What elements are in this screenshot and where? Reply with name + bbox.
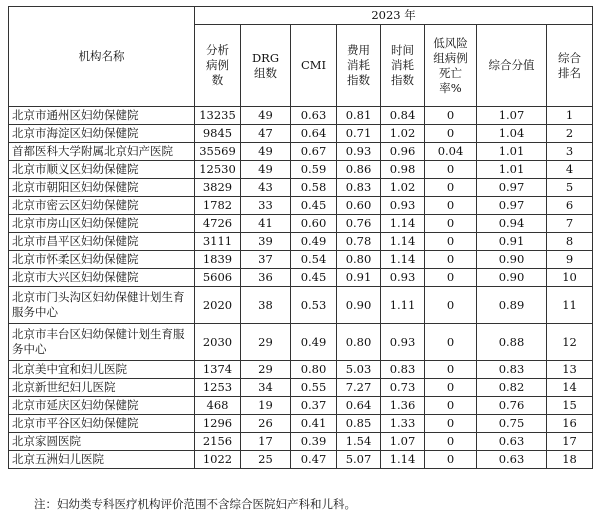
cell-time: 0.93 xyxy=(381,324,425,361)
header-name: 机构名称 xyxy=(9,7,195,107)
cell-name: 北京五洲妇儿医院 xyxy=(9,451,195,469)
cell-cmi: 0.49 xyxy=(291,233,337,251)
cell-time: 1.14 xyxy=(381,251,425,269)
table-row xyxy=(9,451,593,469)
cell-cost: 0.76 xyxy=(337,215,381,233)
cell-drg: 36 xyxy=(241,269,291,287)
cell-lowrisk: 0 xyxy=(425,361,477,379)
cell-score: 0.82 xyxy=(477,379,547,397)
cell-time: 1.33 xyxy=(381,415,425,433)
cell-drg: 26 xyxy=(241,415,291,433)
cell-rank: 6 xyxy=(547,197,593,215)
table-row xyxy=(9,397,593,415)
cell-lowrisk: 0 xyxy=(425,451,477,469)
cell-lowrisk: 0 xyxy=(425,125,477,143)
cell-drg: 49 xyxy=(241,161,291,179)
cell-time: 0.98 xyxy=(381,161,425,179)
cell-drg: 17 xyxy=(241,433,291,451)
cell-rank: 11 xyxy=(547,287,593,324)
table-row xyxy=(9,161,593,179)
cell-drg: 33 xyxy=(241,197,291,215)
table-row xyxy=(9,433,593,451)
cell-cmi: 0.45 xyxy=(291,269,337,287)
cell-cases: 9845 xyxy=(195,125,241,143)
cell-rank: 10 xyxy=(547,269,593,287)
cell-time: 1.14 xyxy=(381,451,425,469)
table-note: 注：妇幼类专科医疗机构评价范围不含综合医院妇产科和儿科。 xyxy=(34,497,356,511)
cell-lowrisk: 0 xyxy=(425,251,477,269)
cell-cost: 0.86 xyxy=(337,161,381,179)
cell-score: 0.89 xyxy=(477,287,547,324)
cell-drg: 39 xyxy=(241,233,291,251)
cell-lowrisk: 0 xyxy=(425,161,477,179)
cell-time: 1.14 xyxy=(381,233,425,251)
cell-lowrisk: 0.04 xyxy=(425,143,477,161)
cell-cost: 0.83 xyxy=(337,179,381,197)
cell-name: 北京市平谷区妇幼保健院 xyxy=(9,415,195,433)
cell-rank: 3 xyxy=(547,143,593,161)
header-cmi: CMI xyxy=(291,25,337,107)
cell-rank: 5 xyxy=(547,179,593,197)
header-score: 综合分值 xyxy=(477,25,547,107)
cell-rank: 1 xyxy=(547,107,593,125)
cell-lowrisk: 0 xyxy=(425,215,477,233)
cell-cases: 1374 xyxy=(195,361,241,379)
cell-name: 北京新世纪妇儿医院 xyxy=(9,379,195,397)
cell-score: 0.91 xyxy=(477,233,547,251)
cell-cost: 0.93 xyxy=(337,143,381,161)
cell-time: 1.02 xyxy=(381,179,425,197)
cell-cmi: 0.45 xyxy=(291,197,337,215)
table-row xyxy=(9,324,593,361)
table-row xyxy=(9,269,593,287)
cell-score: 0.63 xyxy=(477,433,547,451)
cell-cost: 0.60 xyxy=(337,197,381,215)
cell-lowrisk: 0 xyxy=(425,197,477,215)
table-row xyxy=(9,361,593,379)
cell-cost: 0.90 xyxy=(337,287,381,324)
cell-drg: 19 xyxy=(241,397,291,415)
cell-score: 0.97 xyxy=(477,197,547,215)
cell-cost: 0.71 xyxy=(337,125,381,143)
table-row xyxy=(9,415,593,433)
cell-score: 1.07 xyxy=(477,107,547,125)
cell-time: 1.14 xyxy=(381,215,425,233)
cell-cmi: 0.47 xyxy=(291,451,337,469)
cell-cases: 2030 xyxy=(195,324,241,361)
cell-cost: 0.78 xyxy=(337,233,381,251)
cell-name: 北京市怀柔区妇幼保健院 xyxy=(9,251,195,269)
cell-name: 北京市丰台区妇幼保健计划生育服务中心 xyxy=(9,324,195,361)
cell-cases: 1253 xyxy=(195,379,241,397)
cell-time: 0.73 xyxy=(381,379,425,397)
cell-rank: 13 xyxy=(547,361,593,379)
cell-lowrisk: 0 xyxy=(425,107,477,125)
cell-time: 0.84 xyxy=(381,107,425,125)
cell-name: 北京市朝阳区妇幼保健院 xyxy=(9,179,195,197)
cell-cmi: 0.59 xyxy=(291,161,337,179)
table-row xyxy=(9,233,593,251)
table-row xyxy=(9,379,593,397)
cell-name: 北京市密云区妇幼保健院 xyxy=(9,197,195,215)
cell-score: 0.83 xyxy=(477,361,547,379)
header-time: 时间消耗指数 xyxy=(381,25,425,107)
cell-cmi: 0.80 xyxy=(291,361,337,379)
cell-score: 0.63 xyxy=(477,451,547,469)
cell-time: 1.36 xyxy=(381,397,425,415)
cell-name: 北京市大兴区妇幼保健院 xyxy=(9,269,195,287)
cell-drg: 49 xyxy=(241,143,291,161)
cell-drg: 38 xyxy=(241,287,291,324)
cell-name: 首都医科大学附属北京妇产医院 xyxy=(9,143,195,161)
cell-time: 1.11 xyxy=(381,287,425,324)
cell-drg: 43 xyxy=(241,179,291,197)
cell-cmi: 0.64 xyxy=(291,125,337,143)
cell-cases: 2156 xyxy=(195,433,241,451)
cell-rank: 7 xyxy=(547,215,593,233)
cell-rank: 16 xyxy=(547,415,593,433)
cell-cmi: 0.60 xyxy=(291,215,337,233)
header-drg: DRG 组数 xyxy=(241,25,291,107)
cell-name: 北京市海淀区妇幼保健院 xyxy=(9,125,195,143)
cell-lowrisk: 0 xyxy=(425,415,477,433)
header-rank: 综合排名 xyxy=(547,25,593,107)
table-row xyxy=(9,107,593,125)
cell-cost: 0.81 xyxy=(337,107,381,125)
cell-rank: 8 xyxy=(547,233,593,251)
cell-time: 0.96 xyxy=(381,143,425,161)
cell-score: 1.04 xyxy=(477,125,547,143)
cell-lowrisk: 0 xyxy=(425,179,477,197)
cell-cases: 2020 xyxy=(195,287,241,324)
cell-name: 北京市延庆区妇幼保健院 xyxy=(9,397,195,415)
cell-lowrisk: 0 xyxy=(425,287,477,324)
cell-cost: 5.03 xyxy=(337,361,381,379)
cell-time: 0.93 xyxy=(381,269,425,287)
cell-rank: 4 xyxy=(547,161,593,179)
cell-cases: 1782 xyxy=(195,197,241,215)
cell-cmi: 0.54 xyxy=(291,251,337,269)
cell-drg: 49 xyxy=(241,107,291,125)
cell-cases: 12530 xyxy=(195,161,241,179)
cell-cmi: 0.37 xyxy=(291,397,337,415)
cell-drg: 25 xyxy=(241,451,291,469)
cell-name: 北京家圆医院 xyxy=(9,433,195,451)
cell-rank: 15 xyxy=(547,397,593,415)
cell-score: 0.75 xyxy=(477,415,547,433)
cell-cases: 1296 xyxy=(195,415,241,433)
cell-cmi: 0.58 xyxy=(291,179,337,197)
cell-cmi: 0.67 xyxy=(291,143,337,161)
cell-cmi: 0.39 xyxy=(291,433,337,451)
cell-lowrisk: 0 xyxy=(425,397,477,415)
cell-score: 0.97 xyxy=(477,179,547,197)
cell-cmi: 0.49 xyxy=(291,324,337,361)
cell-score: 0.76 xyxy=(477,397,547,415)
cell-score: 0.90 xyxy=(477,251,547,269)
table-row xyxy=(9,251,593,269)
header-year: 2023 年 xyxy=(195,7,593,25)
cell-drg: 34 xyxy=(241,379,291,397)
table-row xyxy=(9,179,593,197)
ranking-table xyxy=(8,6,593,469)
header-cost: 费用消耗指数 xyxy=(337,25,381,107)
cell-cases: 35569 xyxy=(195,143,241,161)
cell-cmi: 0.55 xyxy=(291,379,337,397)
cell-drg: 47 xyxy=(241,125,291,143)
table-row xyxy=(9,143,593,161)
cell-cases: 4726 xyxy=(195,215,241,233)
cell-rank: 14 xyxy=(547,379,593,397)
cell-cost: 0.64 xyxy=(337,397,381,415)
cell-rank: 2 xyxy=(547,125,593,143)
cell-time: 0.83 xyxy=(381,361,425,379)
cell-name: 北京市门头沟区妇幼保健计划生育服务中心 xyxy=(9,287,195,324)
cell-score: 0.94 xyxy=(477,215,547,233)
cell-cases: 468 xyxy=(195,397,241,415)
cell-cost: 0.91 xyxy=(337,269,381,287)
cell-cmi: 0.63 xyxy=(291,107,337,125)
cell-drg: 41 xyxy=(241,215,291,233)
cell-score: 1.01 xyxy=(477,143,547,161)
cell-score: 1.01 xyxy=(477,161,547,179)
cell-drg: 29 xyxy=(241,361,291,379)
cell-cost: 0.85 xyxy=(337,415,381,433)
table-row xyxy=(9,125,593,143)
cell-name: 北京市房山区妇幼保健院 xyxy=(9,215,195,233)
cell-cases: 5606 xyxy=(195,269,241,287)
cell-cmi: 0.41 xyxy=(291,415,337,433)
cell-lowrisk: 0 xyxy=(425,379,477,397)
cell-lowrisk: 0 xyxy=(425,233,477,251)
cell-cost: 0.80 xyxy=(337,251,381,269)
cell-score: 0.88 xyxy=(477,324,547,361)
cell-cases: 3111 xyxy=(195,233,241,251)
table-row xyxy=(9,197,593,215)
cell-drg: 29 xyxy=(241,324,291,361)
cell-name: 北京市顺义区妇幼保健院 xyxy=(9,161,195,179)
cell-time: 1.02 xyxy=(381,125,425,143)
cell-lowrisk: 0 xyxy=(425,269,477,287)
cell-rank: 9 xyxy=(547,251,593,269)
cell-drg: 37 xyxy=(241,251,291,269)
cell-rank: 17 xyxy=(547,433,593,451)
cell-time: 0.93 xyxy=(381,197,425,215)
header-lowrisk: 低风险组病例死亡率% xyxy=(425,25,477,107)
cell-cases: 1022 xyxy=(195,451,241,469)
cell-cost: 0.80 xyxy=(337,324,381,361)
cell-name: 北京市昌平区妇幼保健院 xyxy=(9,233,195,251)
cell-rank: 12 xyxy=(547,324,593,361)
cell-lowrisk: 0 xyxy=(425,433,477,451)
table-row xyxy=(9,215,593,233)
cell-score: 0.90 xyxy=(477,269,547,287)
cell-cases: 3829 xyxy=(195,179,241,197)
cell-cases: 13235 xyxy=(195,107,241,125)
cell-rank: 18 xyxy=(547,451,593,469)
cell-name: 北京美中宜和妇儿医院 xyxy=(9,361,195,379)
cell-cost: 7.27 xyxy=(337,379,381,397)
table-row xyxy=(9,287,593,324)
cell-cost: 1.54 xyxy=(337,433,381,451)
cell-cases: 1839 xyxy=(195,251,241,269)
cell-name: 北京市通州区妇幼保健院 xyxy=(9,107,195,125)
cell-cost: 5.07 xyxy=(337,451,381,469)
cell-time: 1.07 xyxy=(381,433,425,451)
cell-cmi: 0.53 xyxy=(291,287,337,324)
header-cases: 分析病例数 xyxy=(195,25,241,107)
cell-lowrisk: 0 xyxy=(425,324,477,361)
